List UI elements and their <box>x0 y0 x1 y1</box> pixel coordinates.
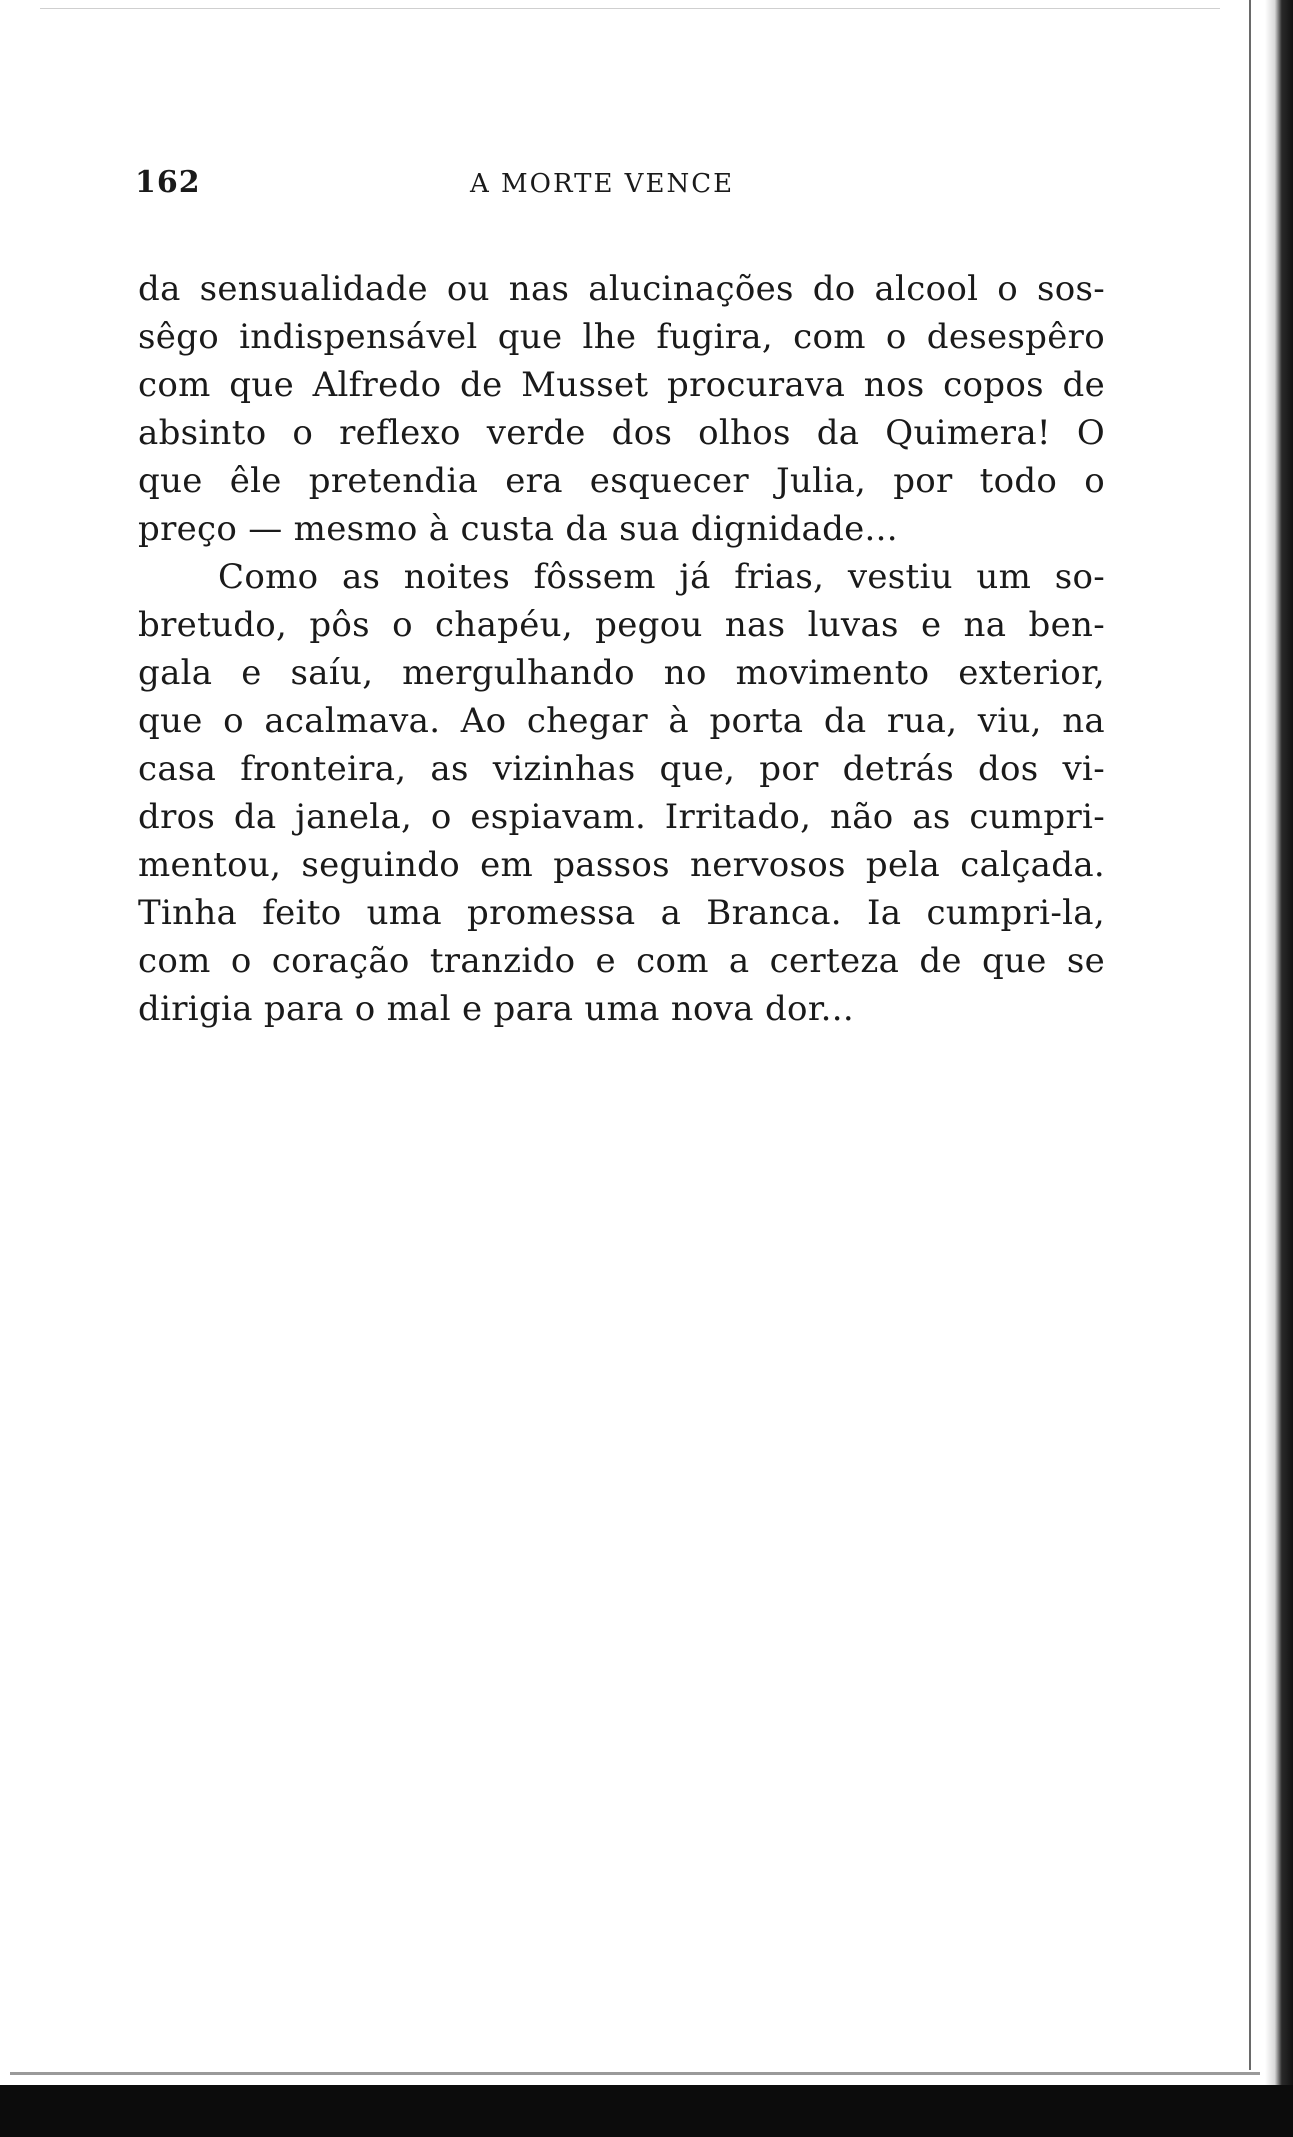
bottom-edge-rule <box>10 2072 1260 2075</box>
text-line: bretudo, pôs o chapéu, pegou nas luvas e na ben- <box>138 605 1105 645</box>
text-line: mentou, seguindo em passos nervosos pela calçada. <box>138 845 1105 885</box>
scan-bottom-border <box>0 2085 1293 2137</box>
top-edge-rule <box>40 8 1220 9</box>
text-line: que o acalmava. Ao chegar à porta da rua, viu, na <box>138 701 1105 741</box>
page-fold-line <box>1249 0 1251 2070</box>
text-line: da sensualidade ou nas alucinações do alcool o sos- <box>138 269 1105 309</box>
text-line: casa fronteira, as vizinhas que, por detrás dos vi- <box>138 749 1105 789</box>
book-spine-edge <box>1265 0 1293 2137</box>
text-line: Tinha feito uma promessa a Branca. Ia cumpri-la, <box>138 893 1105 933</box>
paragraph-start-line: Como as noites fôssem já frias, vestiu um so- <box>218 557 1105 597</box>
text-line: com que Alfredo de Musset procurava nos copos de <box>138 365 1105 405</box>
page-number: 162 <box>135 165 201 200</box>
text-line: gala e saíu, mergulhando no movimento exterior, <box>138 653 1105 693</box>
paragraph-end-line: preço — mesmo à custa da sua dignidade... <box>138 509 898 549</box>
running-title: A MORTE VENCE <box>470 169 735 199</box>
paragraph-end-line: dirigia para o mal e para uma nova dor... <box>138 989 854 1029</box>
text-line: dros da janela, o espiavam. Irritado, não as cumpri- <box>138 797 1105 837</box>
text-line: absinto o reflexo verde dos olhos da Quimera! O <box>138 413 1105 453</box>
text-line: que êle pretendia era esquecer Julia, por todo o <box>138 461 1105 501</box>
page-header <box>135 165 1105 205</box>
body-text <box>138 265 1105 1033</box>
text-line: sêgo indispensável que lhe fugira, com o desespêro <box>138 317 1105 357</box>
text-line: com o coração tranzido e com a certeza de que se <box>138 941 1105 981</box>
